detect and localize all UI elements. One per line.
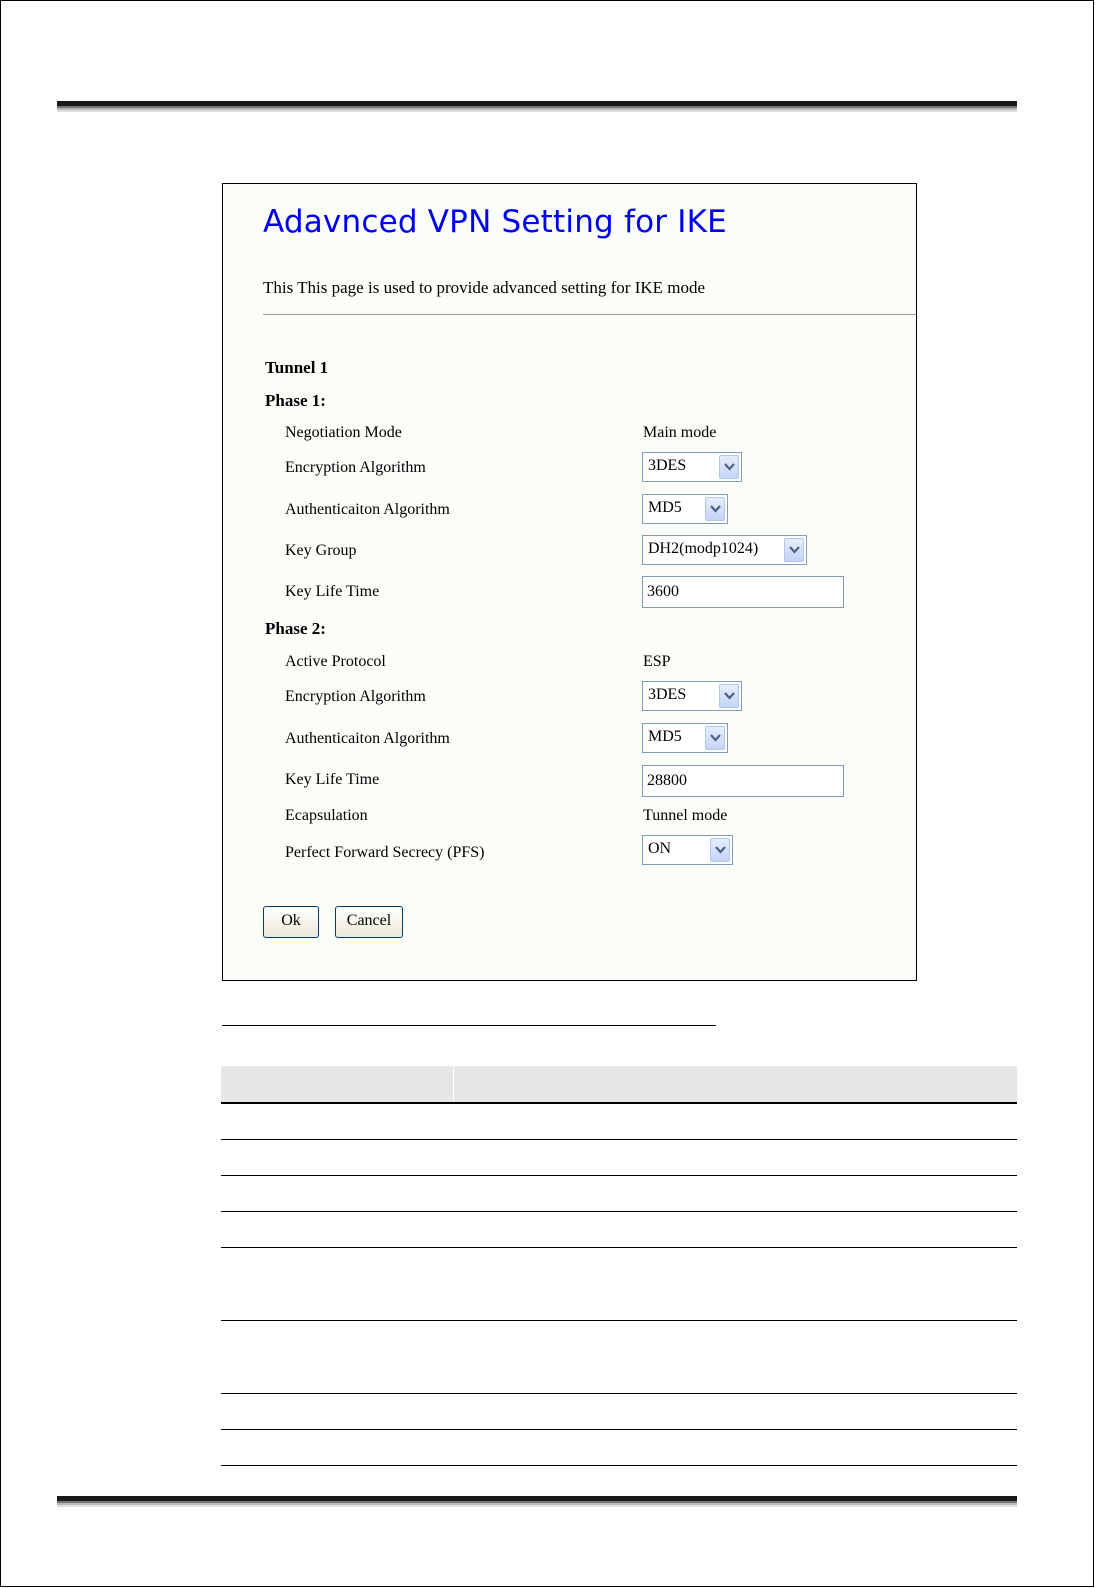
- divider: [263, 314, 917, 315]
- encapsulation-value: Tunnel mode: [643, 807, 728, 824]
- negotiation-mode-label: Negotiation Mode: [285, 424, 402, 441]
- table-row: [221, 1394, 1017, 1430]
- phase1-authentication-label: Authenticaiton Algorithm: [285, 501, 450, 518]
- phase2-encryption-value: 3DES: [648, 686, 687, 703]
- active-protocol-value: ESP: [643, 653, 671, 670]
- phase1-authentication-select[interactable]: [642, 494, 728, 524]
- page-title: Adavnced VPN Setting for IKE: [263, 204, 727, 240]
- negotiation-mode-value: Main mode: [643, 424, 717, 441]
- table-row: [221, 1321, 1017, 1394]
- table-row: [221, 1248, 1017, 1321]
- chevron-down-icon[interactable]: [710, 838, 730, 862]
- phase2-authentication-label: Authenticaiton Algorithm: [285, 730, 450, 747]
- vpn-settings-screenshot: [222, 183, 917, 981]
- encapsulation-label: Ecapsulation: [285, 807, 368, 824]
- active-protocol-label: Active Protocol: [285, 653, 386, 670]
- key-group-value: DH2(modp1024): [648, 540, 759, 557]
- phase1-encryption-label: Encryption Algorithm: [285, 459, 426, 476]
- ok-button[interactable]: Ok: [263, 906, 319, 938]
- phase1-heading: Phase 1:: [265, 391, 326, 410]
- phase2-key-life-input[interactable]: [642, 765, 844, 797]
- table-row: [221, 1430, 1017, 1466]
- footer-rule: [57, 1496, 1017, 1507]
- pfs-value: ON: [648, 840, 672, 857]
- header-divider: [453, 1066, 454, 1102]
- phase2-heading: Phase 2:: [265, 619, 326, 638]
- phase2-authentication-select[interactable]: [642, 723, 728, 753]
- tunnel-heading: Tunnel 1: [265, 358, 329, 377]
- pfs-select[interactable]: [642, 835, 733, 865]
- key-group-select[interactable]: [642, 535, 807, 565]
- phase1-encryption-value: 3DES: [648, 457, 687, 474]
- cancel-button[interactable]: Cancel: [335, 906, 403, 938]
- page-description: This This page is used to provide advanced setting for IKE mode: [263, 278, 706, 297]
- phase1-key-life-input[interactable]: [642, 576, 844, 608]
- pfs-label: Perfect Forward Secrecy (PFS): [285, 844, 485, 861]
- phase1-encryption-select[interactable]: [642, 452, 742, 482]
- table-row: [221, 1176, 1017, 1212]
- chevron-down-icon[interactable]: [705, 726, 725, 750]
- key-group-label: Key Group: [285, 542, 357, 559]
- phase1-authentication-value: MD5: [648, 499, 682, 516]
- table-row: [221, 1212, 1017, 1248]
- table-row: [221, 1104, 1017, 1140]
- phase2-encryption-select[interactable]: [642, 681, 742, 711]
- chevron-down-icon[interactable]: [719, 455, 739, 479]
- phase2-authentication-value: MD5: [648, 728, 682, 745]
- phase2-encryption-label: Encryption Algorithm: [285, 688, 426, 705]
- chevron-down-icon[interactable]: [719, 684, 739, 708]
- chevron-down-icon[interactable]: [705, 497, 725, 521]
- phase1-key-life-label: Key Life Time: [285, 583, 380, 600]
- chevron-down-icon[interactable]: [784, 538, 804, 562]
- caption-underline: [222, 1025, 716, 1026]
- settings-table: [221, 1066, 1017, 1466]
- table-row: [221, 1140, 1017, 1176]
- phase2-key-life-label: Key Life Time: [285, 771, 380, 788]
- table-header: [221, 1066, 1017, 1104]
- header-rule: [57, 101, 1017, 112]
